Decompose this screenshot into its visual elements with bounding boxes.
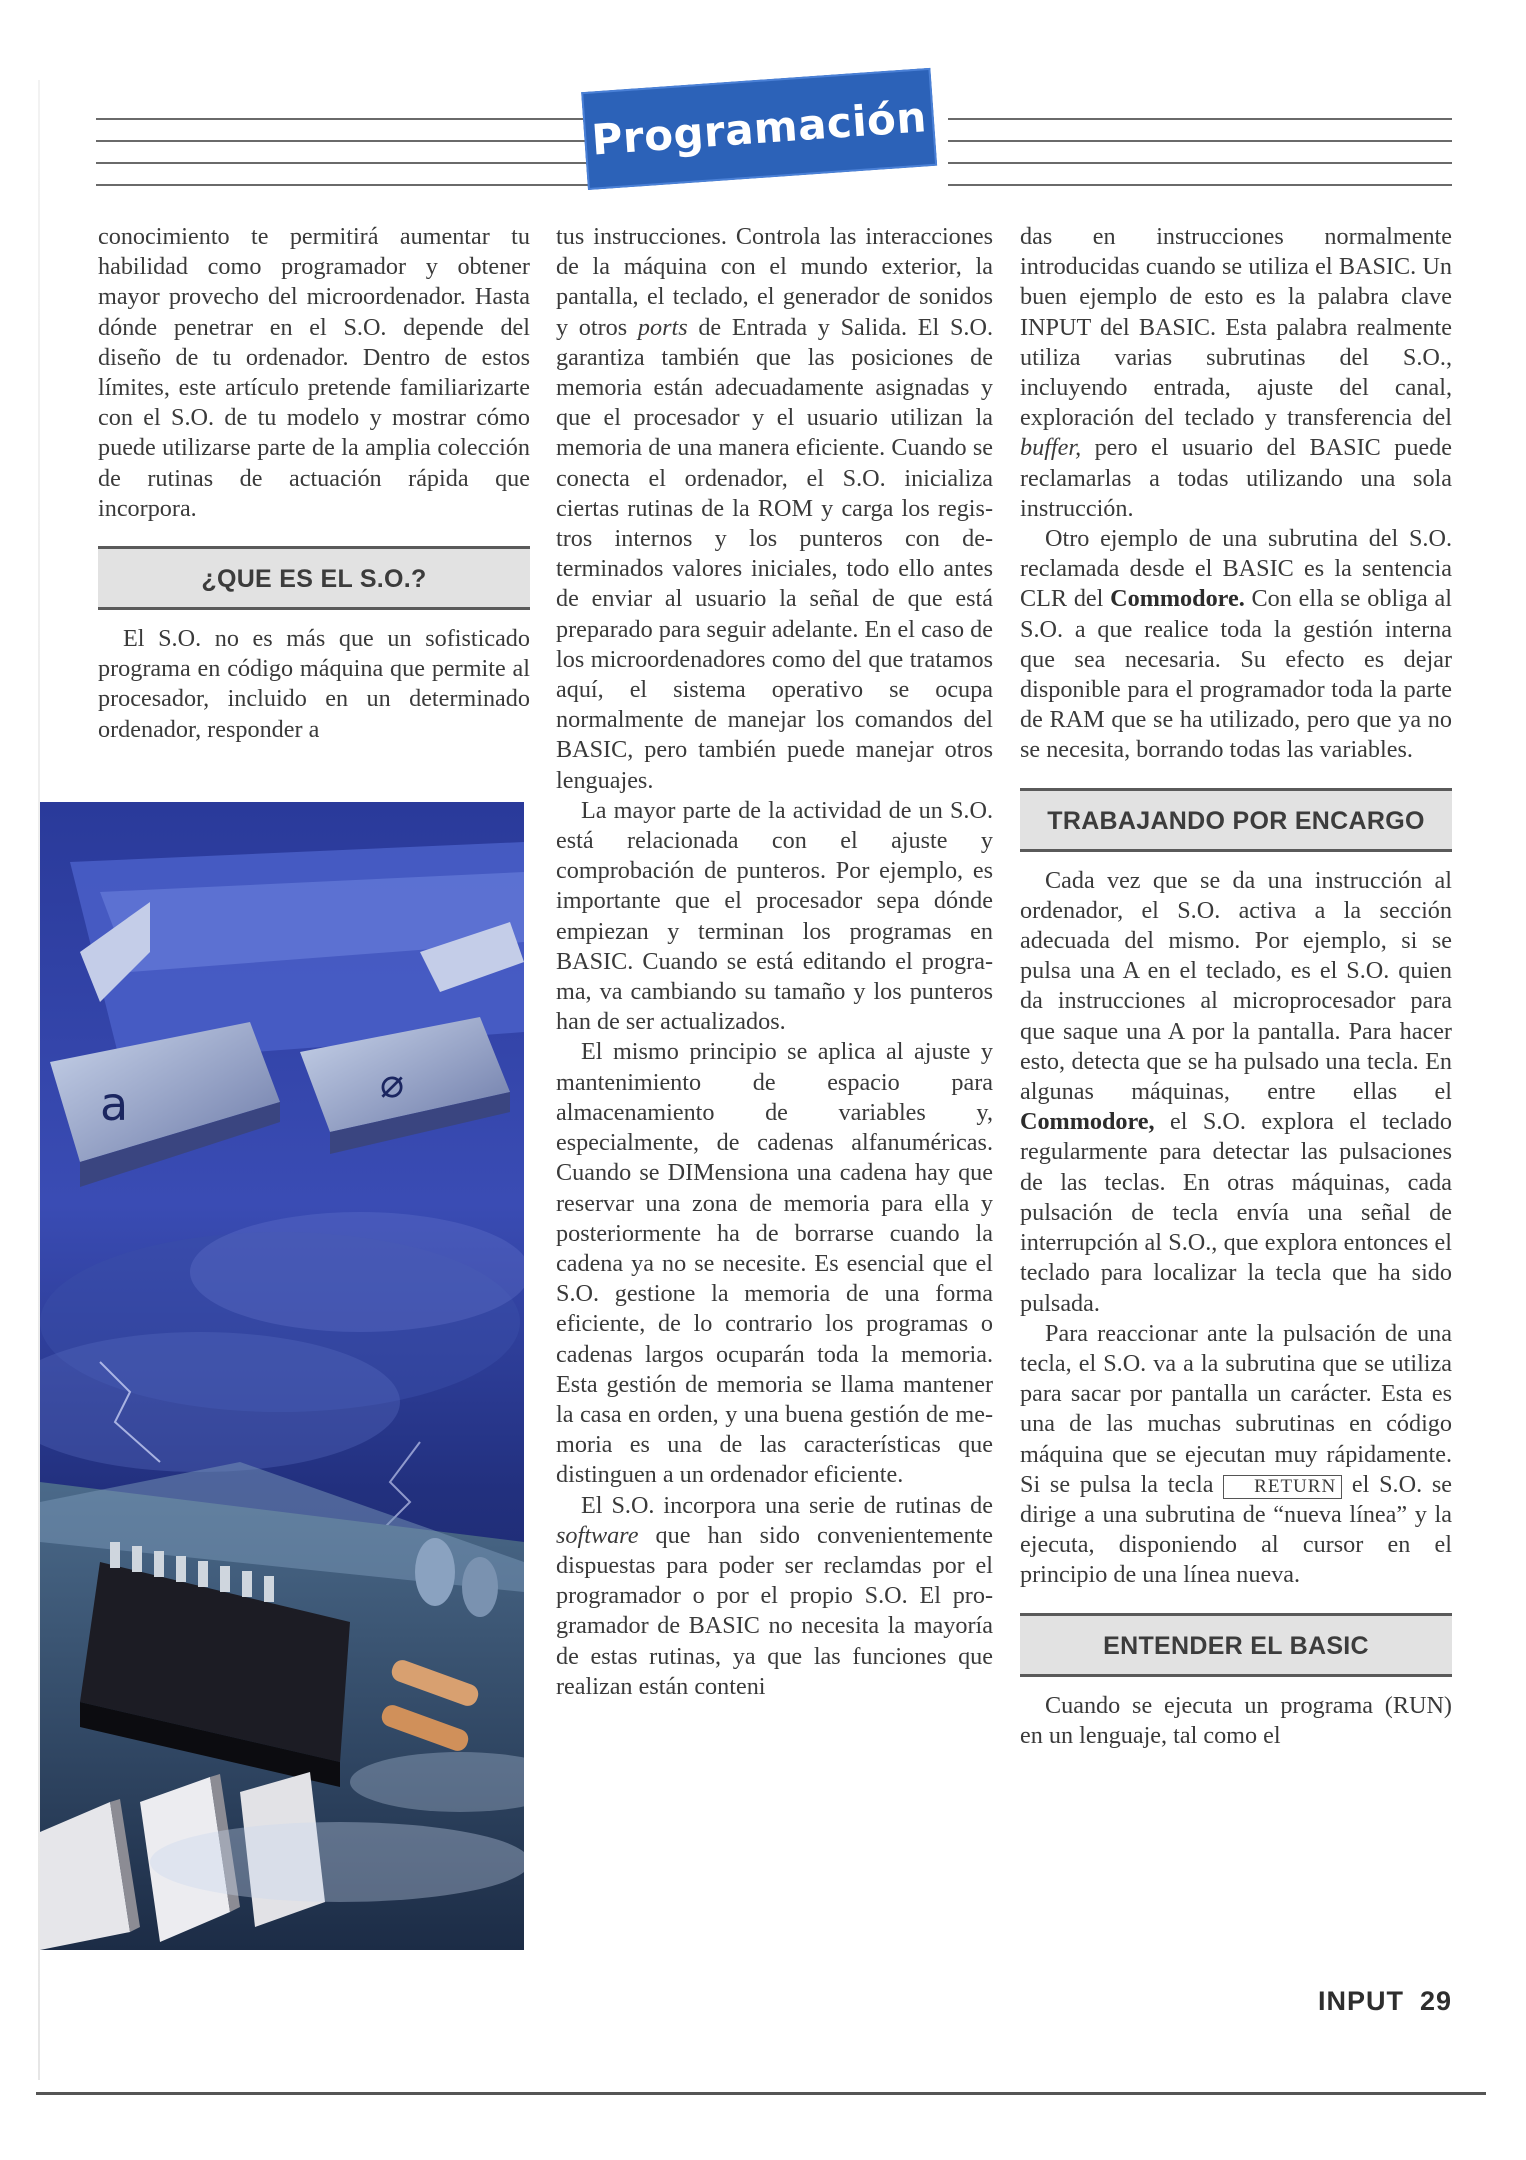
heading-que-es-el-so: ¿QUE ES EL S.O.?	[98, 546, 530, 610]
col2-paragraph-1: tus instrucciones. Controla las interacciones de la máquina con el mundo exterior, la pantalla, el teclado, el generador de sonidos y otros ports de Entrada y Salida. El S.O. garantiza también que las posiciones de memoria están adecuadamente asignadas y que el procesador y el usuario utilizan la memoria de una manera eficiente. Cuando se conecta el ordenador, el S.O. inicializa ciertas rutinas de la ROM y carga los registros internos y los punteros con determinados valores iniciales, todo ello antes de enviar al usuario la señal de que está preparado para seguir adelante. En el caso de los microordenadores como del que tratamos aquí, el sistema operativo se ocupa normalmente de manejar los comandos del BASIC, pero también puede manejar otros lenguajes.	[556, 223, 993, 794]
col3-paragraph-1: das en instrucciones normalmente introducidas cuando se utiliza el BASIC. Un buen ejemplo de esto es la palabra clave INPUT del BASIC. Esta palabra realmente utiliza varias subrutinas del S.O., incluyendo entrada, ajuste del canal, exploración del teclado y transferencia del buffer, pero el usuario del BASIC puede reclamarlas a todas utilizando una sola instrucción.	[1020, 223, 1452, 522]
col3-paragraph-2: Otro ejemplo de una subrutina del S.O. reclamada desde el BASIC es la sentencia CLR del Commodore. Con ella se obliga al S.O. a que realice toda la gestión interna que sea necesaria. Su efecto es dejar disponible para el programador toda la parte de RAM que se ha utilizado, pero que ya no se necesita, borrando todas las variables.	[1020, 525, 1452, 764]
illustration-computer-keyboard	[40, 802, 524, 1950]
col3-paragraph-5: Cuando se ejecuta un programa (RUN) en un lenguaje, tal como el	[1020, 1691, 1452, 1749]
col3-paragraph-4: Para reaccionar ante la pulsación de una tecla, el S.O. va a la subrutina que se utiliza para sacar por pantalla un carácter. Esta es una de las muchas subrutinas en código máquina que se ejecutan muy rápidamente. Si se pulsa la tecla RETURN el S.O. se dirige a una subrutina de “nueva línea” y la ejecuta, disponiendo al cursor en el principio de una línea nueva.	[1020, 1319, 1452, 1589]
page-number: 29	[1419, 1986, 1452, 2016]
heading-trabajando-por-encargo: TRABAJANDO POR ENCARGO	[1020, 788, 1452, 852]
magazine-name: INPUT	[1317, 1986, 1404, 2016]
col1-paragraph-1: conocimiento te permitirá aumentar tu habilidad como programador y obtener mayor provecho del microordenador. Hasta dónde penetrar en el S.O. depende del diseño de tu ordenador. Dentro de estos límites, este artículo pretende familiarizarte con el S.O. de tu modelo y mostrar cómo puede utilizarse parte de la amplia colección de rutinas de actuación rápida que incorpora.	[98, 223, 530, 522]
key-glyph-2: ⌀	[380, 1061, 405, 1107]
col2-paragraph-2: La mayor parte de la actividad de un S.O. está relacionada con el ajuste y comprobación de punteros. Por ejemplo, es importante que el procesador sepa dónde empiezan y terminan los programas en BASIC. Cuando se está editando el programa, va cambiando su tamaño y los punteros han de ser actualizados.	[556, 796, 993, 1036]
section-label: Programación	[590, 92, 929, 165]
return-key-label: RETURN	[1223, 1475, 1342, 1499]
key-glyph-a: a	[100, 1077, 129, 1131]
bottom-rule	[36, 2092, 1486, 2095]
column-2	[556, 222, 993, 1702]
section-banner	[581, 68, 937, 190]
col1-paragraph-2: El S.O. no es más que un sofisticado programa en código máquina que permite al procesador, incluido en un determinado ordenador, responder a	[98, 625, 530, 743]
column-3	[1020, 222, 1452, 1751]
illustration-art	[40, 802, 524, 1950]
column-1	[98, 222, 530, 745]
page-footer	[1302, 1986, 1452, 2017]
col3-paragraph-3: Cada vez que se da una instrucción al ordenador, el S.O. activa a la sección adecuada del mismo. Por ejemplo, si se pulsa una A en el teclado, es el S.O. quien da instrucciones al microprocesador para que saque una A por la pantalla. Para hacer esto, detecta que se ha pulsado una tecla. En algunas máquinas, entre ellas el Commodore, el S.O. explora el teclado regularmente para detectar las pulsaciones de las teclas. En otras máquinas, cada pulsación de tecla envía una señal de interrupción al S.O., que explora entonces el teclado para localizar la tecla que ha sido pulsada.	[1020, 866, 1452, 1317]
col2-paragraph-4: El S.O. incorpora una serie de rutinas de software que han sido convenientemente dispuestas para poder ser reclamdas por el programador o por el propio S.O. El programador de BASIC no necesita la mayoría de estas rutinas, ya que las funciones que realizan están conteni	[556, 1491, 993, 1700]
heading-entender-el-basic: ENTENDER EL BASIC	[1020, 1613, 1452, 1677]
col2-paragraph-3: El mismo principio se aplica al ajuste y mantenimiento de espacio para almacenamiento de variables y, especialmente, de cadenas alfanuméricas. Cuando se DIMensiona una cadena hay que reservar una zona de memoria para ella y posteriormente ha de borrarse cuando la cadena ya no se necesite. Es esencial que el S.O. gestione la memoria de una forma eficiente, de lo contrario los programas o cadenas largos ocuparán toda la memoria. Esta gestión de memoria se llama mantener la casa en orden, y una buena gestión de memoria es una de las características que distinguen a un ordenador eficiente.	[556, 1038, 993, 1489]
